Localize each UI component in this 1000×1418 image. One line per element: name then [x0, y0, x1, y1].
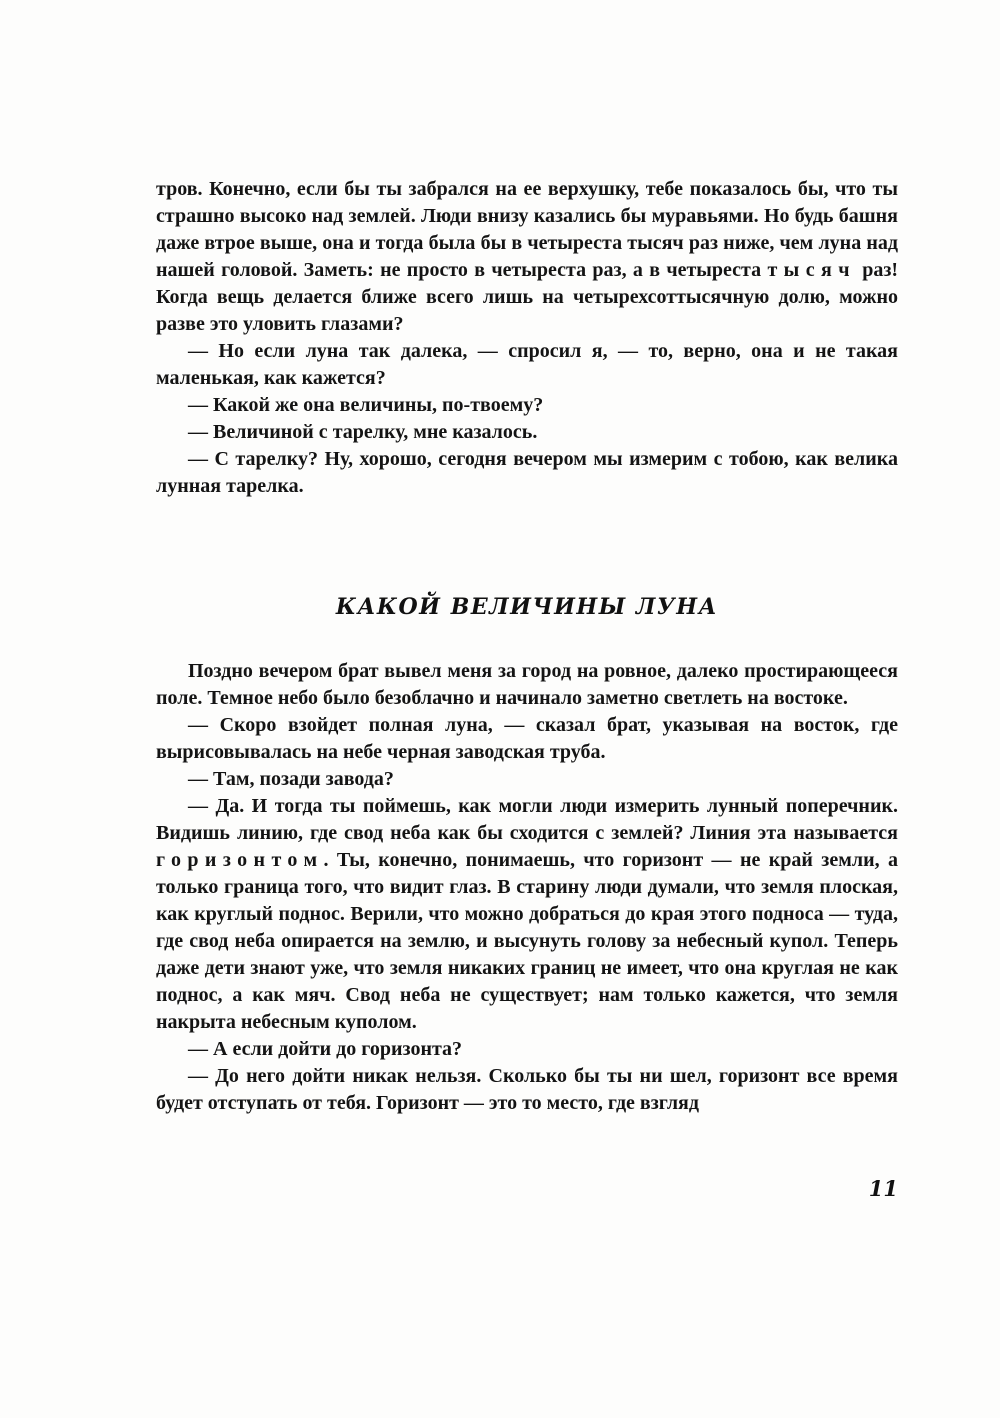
- bottom-text-block: [156, 658, 898, 1117]
- paragraph: — Скоро взойдет полная луна, — сказал брат, указывая на восток, где вырисовывалась на небе черная заводская труба.: [156, 714, 898, 763]
- paragraph: — А если дойти до горизонта?: [188, 1038, 463, 1060]
- page-number: 11: [868, 1176, 898, 1201]
- paragraph: — До него дойти никак нельзя. Сколько бы ты ни шел, горизонт все время будет отступать от тебя. Горизонт — это то место, где взгляд: [156, 1065, 898, 1114]
- section-heading: КАКОЙ ВЕЛИЧИНЫ ЛУНА: [335, 594, 719, 620]
- top-text-block: [156, 176, 898, 500]
- paragraph: — Величиной с тарелку, мне казалось.: [188, 421, 538, 443]
- paragraph: — Там, позади завода?: [188, 768, 394, 790]
- paragraph: — Какой же она величины, по-твоему?: [188, 394, 544, 416]
- spaced-word: тысяч: [767, 259, 856, 281]
- paragraph: — Но если луна так далека, — спросил я, — то, верно, она и не такая маленькая, как кажется?: [156, 340, 898, 389]
- paragraph: тров. Конечно, если бы ты забрался на ее верхушку, тебе показалось бы, что ты страшно высоко над землей. Люди внизу казались бы муравьями. Но будь башня даже втрое выше, она и тогда была бы в четыреста тысяч раз ниже, чем луна над нашей головой. Заметь: не просто в четыреста раз, а в четыреста тысяч раз! Когда вещь делается ближе всего лишь на четырехсоттысячную долю, можно разве это уловить глазами?: [156, 178, 899, 335]
- paragraph: Поздно вечером брат вывел меня за город на ровное, далеко простирающееся поле. Темное небо было безоблачно и начинало заметно светлеть на востоке.: [156, 660, 898, 709]
- paragraph: — С тарелку? Ну, хорошо, сегодня вечером мы измерим с тобою, как велика лунная тарелка.: [156, 448, 898, 497]
- spaced-word: горизонтом: [156, 849, 324, 871]
- paragraph: — Да. И тогда ты поймешь, как могли люди измерить лунный поперечник. Видишь линию, где свод неба как бы сходится с землей? Линия эта называется горизонтом. Ты, конечно, понимаешь, что горизонт — не край земли, а только граница того, что видит глаз. В старину люди думали, что земля плоская, как круглый поднос. Верили, что можно добраться до края этого подноса — туда, где свод неба опирается на землю, и высунуть голову за небесный купол. Теперь даже дети знают уже, что земля никаких границ не имеет, что она круглая не как поднос, а как мяч. Свод неба не существует; нам только кажется, что земля накрыта небесным куполом.: [156, 795, 898, 1033]
